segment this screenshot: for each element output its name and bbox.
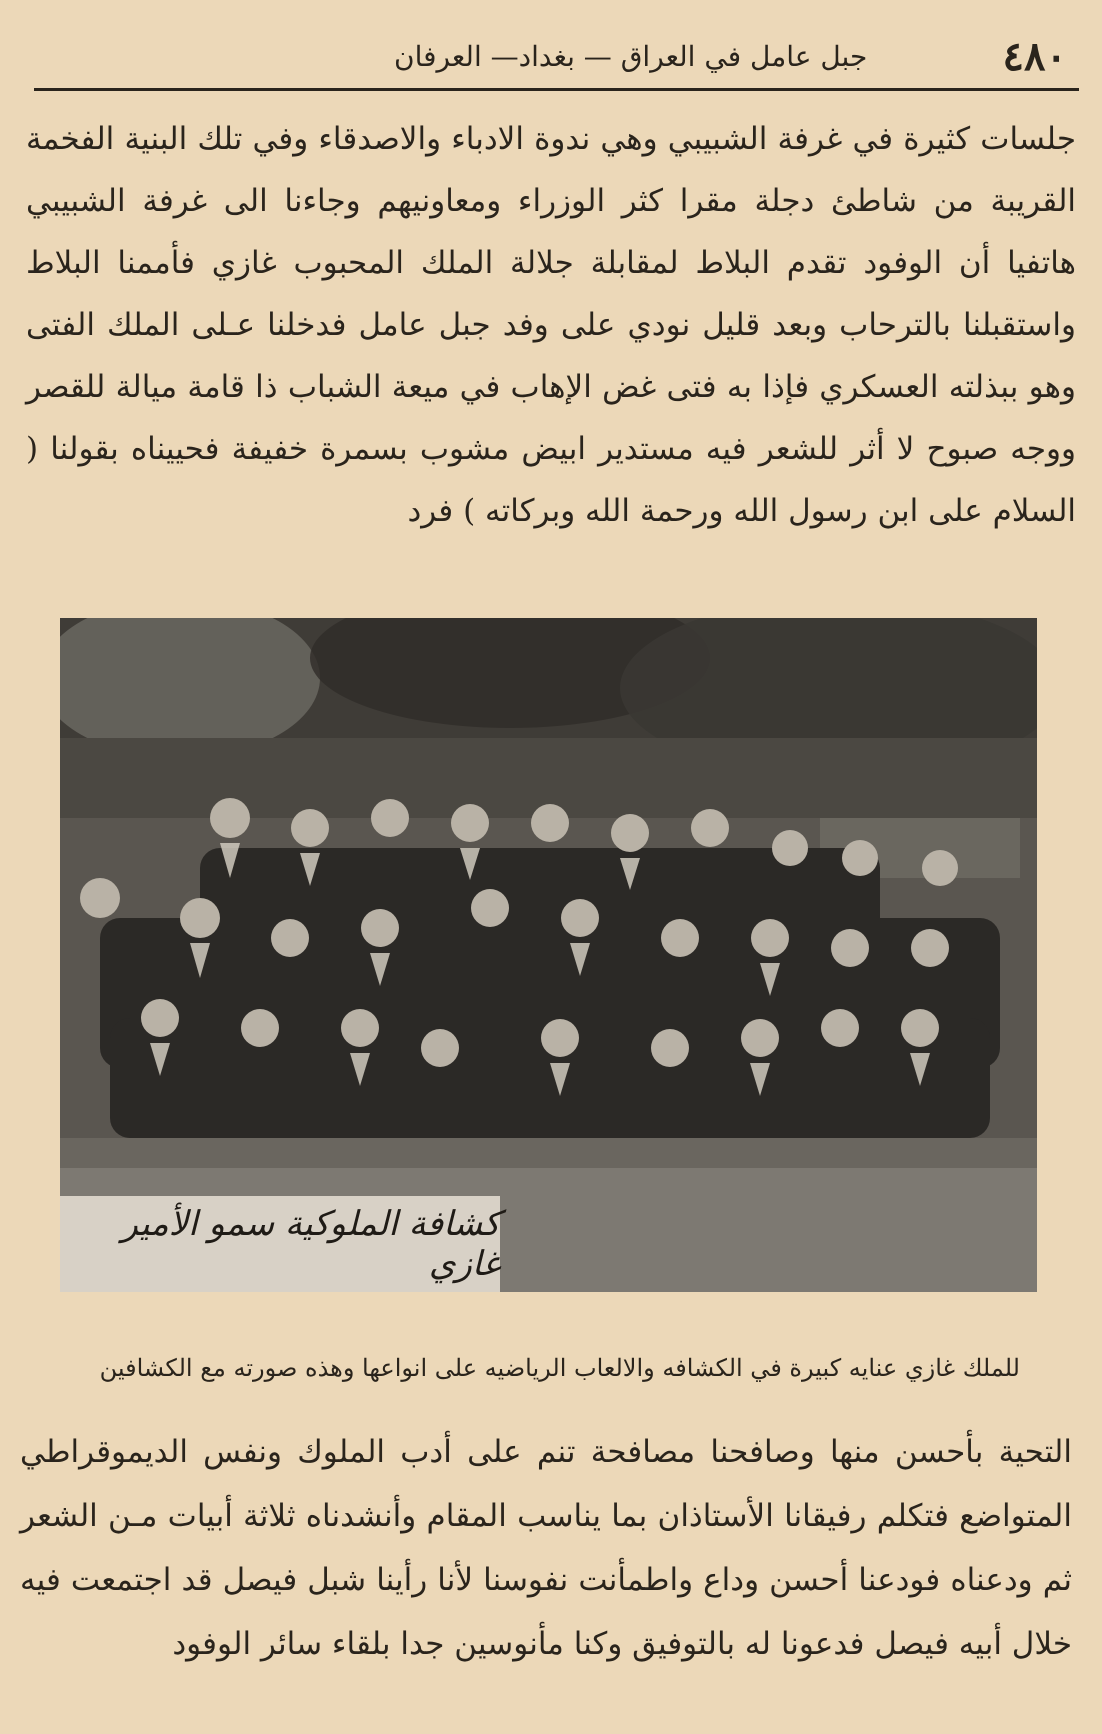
photo-scene (60, 618, 1037, 1292)
scouts-group-photo (60, 618, 1037, 1292)
running-title: جبل عامل في العراق — بغداد— العرفان (394, 39, 868, 73)
page-header (34, 26, 1079, 86)
page-number: ٤٨٠ (1002, 32, 1067, 80)
header-rule (34, 88, 1079, 91)
paragraph-top: جلسات كثيرة في غرفة الشبيبي وهي ندوة الادباء والاصدقاء وفي تلك البنية الفخمة القريبة من شاطئ دجلة مقرا كثر الوزراء ومعاونيهم وجاءنا الى غرفة الشبيبي هاتفيا أن الوفود تقدم البلاط لمقابلة جلالة الملك المحبوب غازي فأممنا البلاط واستقبلنا بالترحاب وبعد قليل نودي على وفد جبل عامل فدخلنا عـلى الملك الفتى وهو ببذلته العسكري فإذا به فتى غض الإهاب في ميعة الشباب ذا قامة ميالة للقصر ووجه صبوح لا أثر للشعر فيه مستدير ابيض مشوب بسمرة خفيفة فحييناه بقولنا ( السلام على ابن رسول الله ورحمة الله وبركاته ) فرد (26, 121, 1076, 529)
paragraph-bottom: التحية بأحسن منها وصافحنا مصافحة تنم على أدب الملوك ونفس الديموقراطي المتواضع فتكلم رفيقانا الأستاذان بما يناسب المقام وأنشدناه ثلاثة أبيات مـن الشعر ثم ودعناه فودعنا أحسن وداع واطمأنت نفوسنا لأنا رأينا شبل فيصل قد اجتمعت فيه خلال أبيه فيصل فدعونا له بالتوفيق وكنا مأنوسين جدا بلقاء سائر الوفود (20, 1434, 1072, 1662)
photo-inscription: كشافة الملوكية سمو الأمير غازي (60, 1196, 500, 1292)
photo-caption: للملك غازي عنايه كبيرة في الكشافه والالعاب الرياضيه على انواعها وهذه صورته مع الكشافين (99, 1354, 1020, 1382)
